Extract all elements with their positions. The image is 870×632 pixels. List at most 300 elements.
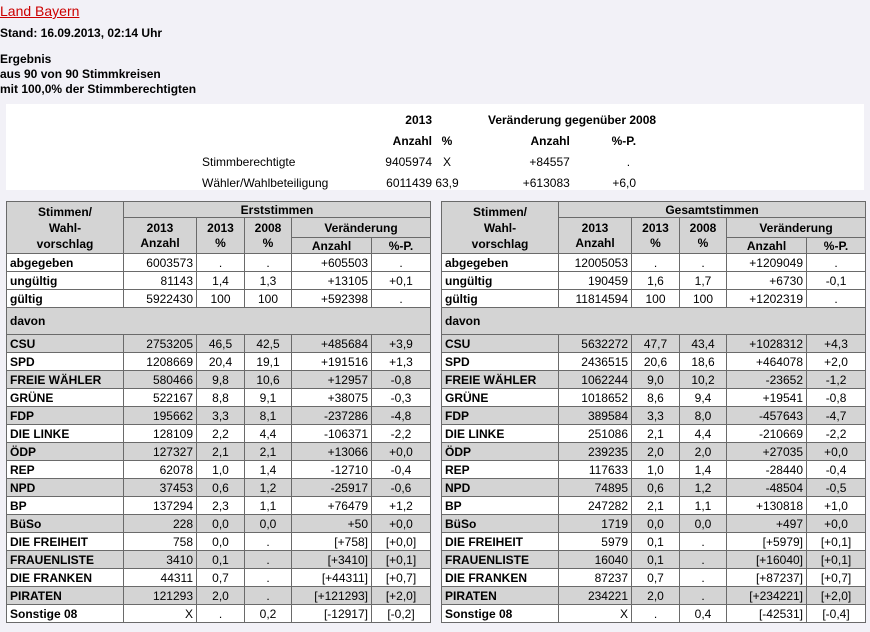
cell-pct-2008: 9,1: [245, 389, 292, 407]
cell-change-pct: [+0,1]: [807, 551, 866, 569]
row-label: GRÜNE: [442, 389, 559, 407]
table-row: [442, 407, 866, 425]
cell-anzahl-2013: 195662: [124, 407, 197, 425]
table-row: [442, 254, 866, 272]
cell-change-pct: [+2,0]: [807, 587, 866, 605]
cell-change-pct: +1,0: [807, 497, 866, 515]
table-row: [7, 533, 431, 551]
cell-pct-2013: 0,7: [632, 569, 680, 587]
cell-pct-2008: 4,4: [245, 425, 292, 443]
cell-anzahl-2013: 87237: [559, 569, 632, 587]
col-header-wahlvorschlag: Stimmen/ Wahl- vorschlag: [442, 202, 559, 254]
cell-pct-2008: .: [245, 569, 292, 587]
cell-pct-2013: 0,6: [197, 479, 245, 497]
cell-pct-2013: 2,0: [632, 443, 680, 461]
col-header-2013: 2013: [146, 220, 174, 235]
cell-pct-2008: 1,2: [245, 479, 292, 497]
table-row: [442, 533, 866, 551]
table-row: [7, 443, 431, 461]
col-header-2008-pct: 2008: [254, 220, 282, 235]
cell-pct-2008: 0,2: [245, 605, 292, 623]
davon-label: davon: [442, 308, 866, 335]
summary-row-pct: X: [442, 154, 451, 169]
cell-change-pct: +0,0: [807, 443, 866, 461]
turnout-summary: [6, 104, 864, 190]
cell-pct-2008: 1,1: [245, 497, 292, 515]
cell-change-pct: [+0,1]: [372, 551, 431, 569]
cell-change-anzahl: -23652: [727, 371, 807, 389]
cell-change-pct: -0,6: [372, 479, 431, 497]
result-eligible: mit 100,0% der Stimmberechtigten: [0, 82, 197, 96]
cell-anzahl-2013: 121293: [124, 587, 197, 605]
cell-change-anzahl: +1209049: [727, 254, 807, 272]
table-row: [442, 290, 866, 308]
cell-anzahl-2013: X: [124, 605, 197, 623]
cell-pct-2008: 1,4: [245, 461, 292, 479]
table-row: [7, 461, 431, 479]
page-title[interactable]: Land Bayern: [0, 3, 80, 19]
cell-pct-2013: 2,1: [197, 443, 245, 461]
cell-pct-2008: 43,4: [680, 335, 727, 353]
summary-row-change: +613083: [522, 175, 570, 190]
cell-pct-2013: 2,1: [632, 497, 680, 515]
cell-change-pct: -0,5: [807, 479, 866, 497]
row-label: REP: [442, 461, 559, 479]
cell-pct-2008: .: [680, 533, 727, 551]
cell-anzahl-2013: 580466: [124, 371, 197, 389]
result-coverage: [0, 52, 870, 97]
row-label: DIE FREIHEIT: [442, 533, 559, 551]
cell-anzahl-2013: 12005053: [559, 254, 632, 272]
cell-change-anzahl: +497: [727, 515, 807, 533]
cell-change-pct: [+0,1]: [807, 533, 866, 551]
turnout-summary-table: [202, 109, 656, 193]
cell-pct-2013: 2,1: [632, 425, 680, 443]
cell-pct-2013: 2,2: [197, 425, 245, 443]
row-label: REP: [7, 461, 124, 479]
cell-change-anzahl: +1202319: [727, 290, 807, 308]
cell-change-anzahl: [+87237]: [727, 569, 807, 587]
row-label: FREIE WÄHLER: [442, 371, 559, 389]
cell-change-pct: -4,8: [372, 407, 431, 425]
col-header-veraenderung: Veränderung: [727, 218, 866, 238]
summary-change-label: Veränderung gegenüber 2008: [488, 112, 657, 127]
table-row: [7, 389, 431, 407]
cell-pct-2013: 0,1: [197, 551, 245, 569]
result-heading: Ergebnis: [0, 52, 52, 66]
cell-change-pct: [+0,7]: [807, 569, 866, 587]
row-label: ungültig: [442, 272, 559, 290]
cell-pct-2013: 2,0: [197, 587, 245, 605]
table-row: [7, 569, 431, 587]
row-label: BP: [7, 497, 124, 515]
cell-change-pct: -2,2: [372, 425, 431, 443]
cell-pct-2008: 18,6: [680, 353, 727, 371]
summary-row-change-pct: +6,0: [612, 175, 637, 190]
col-header-anzahl: Anzahl: [575, 235, 615, 250]
cell-change-anzahl: +50: [292, 515, 372, 533]
summary-row-change: +84557: [529, 154, 570, 169]
cell-pct-2008: 8,0: [680, 407, 727, 425]
cell-anzahl-2013: 228: [124, 515, 197, 533]
col-header-change-pct: %-P.: [807, 238, 866, 254]
cell-anzahl-2013: 127327: [124, 443, 197, 461]
cell-pct-2013: 9,0: [632, 371, 680, 389]
cell-change-pct: .: [372, 254, 431, 272]
davon-label: davon: [7, 308, 431, 335]
col-header-2013-pct: 2013: [642, 220, 669, 235]
cell-pct-2008: 19,1: [245, 353, 292, 371]
cell-pct-2008: 9,4: [680, 389, 727, 407]
cell-change-anzahl: +464078: [727, 353, 807, 371]
table-row: [7, 290, 431, 308]
table-row: [442, 335, 866, 353]
cell-anzahl-2013: 1062244: [559, 371, 632, 389]
row-label: DIE FRANKEN: [442, 569, 559, 587]
cell-pct-2013: 2,0: [632, 587, 680, 605]
cell-anzahl-2013: 11814594: [559, 290, 632, 308]
table-row: [7, 605, 431, 623]
table-row: [7, 335, 431, 353]
cell-anzahl-2013: 5632272: [559, 335, 632, 353]
cell-pct-2008: .: [680, 254, 727, 272]
cell-pct-2013: 46,5: [197, 335, 245, 353]
cell-change-anzahl: +605503: [292, 254, 372, 272]
cell-anzahl-2013: 1208669: [124, 353, 197, 371]
cell-change-anzahl: +191516: [292, 353, 372, 371]
cell-pct-2008: 0,0: [245, 515, 292, 533]
row-label: gültig: [442, 290, 559, 308]
cell-pct-2008: 1,3: [245, 272, 292, 290]
table-row: [442, 425, 866, 443]
col-header-anzahl: Anzahl: [140, 235, 180, 250]
table-row: [7, 515, 431, 533]
cell-anzahl-2013: 44311: [124, 569, 197, 587]
cell-pct-2008: 8,1: [245, 407, 292, 425]
cell-pct-2013: 1,6: [632, 272, 680, 290]
cell-change-pct: [+0,0]: [372, 533, 431, 551]
cell-change-pct: +0,0: [807, 515, 866, 533]
cell-pct-2013: 20,4: [197, 353, 245, 371]
table-row: [442, 443, 866, 461]
cell-change-anzahl: [-42531]: [727, 605, 807, 623]
cell-change-anzahl: -28440: [727, 461, 807, 479]
table-row: [7, 254, 431, 272]
table-row: [7, 587, 431, 605]
cell-change-pct: +4,3: [807, 335, 866, 353]
cell-change-anzahl: +592398: [292, 290, 372, 308]
cell-change-anzahl: [+121293]: [292, 587, 372, 605]
cell-change-anzahl: -457643: [727, 407, 807, 425]
cell-change-pct: -1,2: [807, 371, 866, 389]
cell-pct-2013: .: [197, 254, 245, 272]
cell-pct-2008: .: [680, 551, 727, 569]
cell-change-pct: .: [807, 254, 866, 272]
table-row: [442, 371, 866, 389]
cell-pct-2008: 100: [245, 290, 292, 308]
cell-anzahl-2013: 522167: [124, 389, 197, 407]
cell-anzahl-2013: 234221: [559, 587, 632, 605]
col-header-pct: %: [650, 235, 661, 250]
row-label: FDP: [442, 407, 559, 425]
cell-change-anzahl: [+5979]: [727, 533, 807, 551]
cell-pct-2013: 3,3: [197, 407, 245, 425]
col-header-pct: %: [697, 235, 709, 250]
cell-pct-2013: 47,7: [632, 335, 680, 353]
row-label: NPD: [442, 479, 559, 497]
cell-pct-2013: 1,4: [197, 272, 245, 290]
col-header-pct: %: [215, 235, 226, 250]
summary-row-change-pct: .: [626, 154, 631, 169]
row-label: BP: [442, 497, 559, 515]
cell-change-anzahl: [+758]: [292, 533, 372, 551]
col-header-2013: 2013: [581, 220, 609, 235]
cell-pct-2013: 3,3: [632, 407, 680, 425]
cell-anzahl-2013: 2436515: [559, 353, 632, 371]
cell-pct-2013: 0,0: [197, 515, 245, 533]
col-header-wahlvorschlag: Stimmen/ Wahl- vorschlag: [7, 202, 124, 254]
cell-change-pct: +1,3: [372, 353, 431, 371]
cell-anzahl-2013: 239235: [559, 443, 632, 461]
row-label: BüSo: [442, 515, 559, 533]
row-label: NPD: [7, 479, 124, 497]
row-label: abgegeben: [442, 254, 559, 272]
cell-change-anzahl: [+44311]: [292, 569, 372, 587]
cell-change-anzahl: +1028312: [727, 335, 807, 353]
table-row: [442, 569, 866, 587]
col-header-pct: %: [262, 235, 274, 250]
result-constituencies: aus 90 von 90 Stimmkreisen: [0, 67, 161, 81]
row-label: CSU: [442, 335, 559, 353]
table-row: [442, 308, 866, 335]
cell-anzahl-2013: 81143: [124, 272, 197, 290]
cell-change-anzahl: +13066: [292, 443, 372, 461]
cell-change-anzahl: +38075: [292, 389, 372, 407]
cell-change-anzahl: +27035: [727, 443, 807, 461]
cell-pct-2008: 10,2: [680, 371, 727, 389]
cell-change-pct: -0,3: [372, 389, 431, 407]
row-label: gültig: [7, 290, 124, 308]
row-label: DIE LINKE: [442, 425, 559, 443]
row-label: SPD: [7, 353, 124, 371]
cell-pct-2008: 2,0: [680, 443, 727, 461]
row-label: ÖDP: [442, 443, 559, 461]
cell-change-pct: [-0,2]: [372, 605, 431, 623]
row-label: FRAUENLISTE: [7, 551, 124, 569]
table-row: [7, 497, 431, 515]
cell-pct-2008: .: [245, 551, 292, 569]
cell-change-anzahl: [+16040]: [727, 551, 807, 569]
table-row: [7, 407, 431, 425]
cell-change-anzahl: +13105: [292, 272, 372, 290]
summary-col-anzahl: Anzahl: [392, 133, 432, 148]
col-header-change-anzahl: Anzahl: [727, 238, 807, 254]
row-label: PIRATEN: [442, 587, 559, 605]
cell-pct-2008: .: [680, 569, 727, 587]
cell-change-pct: [+2,0]: [372, 587, 431, 605]
cell-anzahl-2013: 190459: [559, 272, 632, 290]
summary-row-label: Stimmberechtigte: [202, 154, 296, 169]
cell-anzahl-2013: 2753205: [124, 335, 197, 353]
cell-pct-2008: 4,4: [680, 425, 727, 443]
cell-pct-2013: 0,1: [632, 551, 680, 569]
cell-change-anzahl: +12957: [292, 371, 372, 389]
table-row: [442, 353, 866, 371]
cell-anzahl-2013: 251086: [559, 425, 632, 443]
summary-year-label: 2013: [405, 112, 432, 127]
cell-change-pct: -0,8: [372, 371, 431, 389]
cell-change-anzahl: +19541: [727, 389, 807, 407]
cell-anzahl-2013: 16040: [559, 551, 632, 569]
table-row: [442, 479, 866, 497]
cell-pct-2008: .: [680, 587, 727, 605]
row-label: DIE LINKE: [7, 425, 124, 443]
cell-change-anzahl: +6730: [727, 272, 807, 290]
cell-anzahl-2013: 1719: [559, 515, 632, 533]
cell-anzahl-2013: 758: [124, 533, 197, 551]
cell-pct-2013: 20,6: [632, 353, 680, 371]
cell-pct-2013: 100: [197, 290, 245, 308]
row-label: Sonstige 08: [442, 605, 559, 623]
row-label: Sonstige 08: [7, 605, 124, 623]
table-row: [442, 389, 866, 407]
table-row: [7, 425, 431, 443]
status-timestamp: Stand: 16.09.2013, 02:14 Uhr: [0, 26, 163, 40]
table-row: [442, 605, 866, 623]
cell-change-anzahl: -48504: [727, 479, 807, 497]
cell-change-pct: .: [372, 290, 431, 308]
summary-row-pct: 63,9: [435, 175, 459, 190]
summary-col-change-anzahl: Anzahl: [530, 133, 570, 148]
row-label: abgegeben: [7, 254, 124, 272]
table-row: [442, 515, 866, 533]
table-row: [7, 551, 431, 569]
cell-pct-2008: 1,4: [680, 461, 727, 479]
cell-change-anzahl: [+234221]: [727, 587, 807, 605]
cell-change-pct: [+0,7]: [372, 569, 431, 587]
row-label: FDP: [7, 407, 124, 425]
table-row: [442, 497, 866, 515]
row-label: DIE FRANKEN: [7, 569, 124, 587]
table-row: [442, 587, 866, 605]
cell-change-anzahl: -237286: [292, 407, 372, 425]
cell-change-anzahl: +485684: [292, 335, 372, 353]
cell-pct-2008: 10,6: [245, 371, 292, 389]
cell-change-pct: -0,1: [807, 272, 866, 290]
cell-change-anzahl: -106371: [292, 425, 372, 443]
table-row: [442, 272, 866, 290]
gesamtstimmen-table: [441, 201, 866, 623]
cell-change-pct: -0,4: [807, 461, 866, 479]
col-group-header: Gesamtstimmen: [559, 202, 866, 218]
cell-pct-2013: .: [632, 254, 680, 272]
cell-anzahl-2013: 62078: [124, 461, 197, 479]
cell-pct-2008: 1,1: [680, 497, 727, 515]
cell-change-anzahl: [-12917]: [292, 605, 372, 623]
cell-change-pct: -2,2: [807, 425, 866, 443]
table-row: [442, 461, 866, 479]
row-label: SPD: [442, 353, 559, 371]
cell-anzahl-2013: 3410: [124, 551, 197, 569]
cell-anzahl-2013: 117633: [559, 461, 632, 479]
cell-change-pct: +1,2: [372, 497, 431, 515]
cell-pct-2008: .: [245, 254, 292, 272]
cell-pct-2013: 0,7: [197, 569, 245, 587]
cell-change-anzahl: +76479: [292, 497, 372, 515]
cell-anzahl-2013: X: [559, 605, 632, 623]
cell-anzahl-2013: 389584: [559, 407, 632, 425]
cell-change-anzahl: -12710: [292, 461, 372, 479]
summary-row-anzahl: 6011439: [386, 175, 432, 190]
cell-change-pct: +2,0: [807, 353, 866, 371]
cell-change-anzahl: -210669: [727, 425, 807, 443]
cell-pct-2008: 1,2: [680, 479, 727, 497]
cell-pct-2008: .: [245, 533, 292, 551]
cell-change-anzahl: +130818: [727, 497, 807, 515]
cell-anzahl-2013: 5922430: [124, 290, 197, 308]
cell-change-pct: -0,8: [807, 389, 866, 407]
table-row: [442, 551, 866, 569]
cell-pct-2008: 1,7: [680, 272, 727, 290]
cell-change-pct: +3,9: [372, 335, 431, 353]
cell-pct-2013: 8,8: [197, 389, 245, 407]
cell-anzahl-2013: 6003573: [124, 254, 197, 272]
cell-pct-2013: 8,6: [632, 389, 680, 407]
cell-pct-2013: 100: [632, 290, 680, 308]
row-label: CSU: [7, 335, 124, 353]
summary-col-change-pct: %-P.: [611, 133, 637, 148]
summary-row-anzahl: 9405974: [385, 154, 432, 169]
cell-anzahl-2013: 247282: [559, 497, 632, 515]
cell-change-pct: +0,0: [372, 515, 431, 533]
table-row: [7, 479, 431, 497]
row-label: BüSo: [7, 515, 124, 533]
row-label: GRÜNE: [7, 389, 124, 407]
cell-change-pct: [-0,4]: [807, 605, 866, 623]
cell-change-pct: +0,0: [372, 443, 431, 461]
row-label: ÖDP: [7, 443, 124, 461]
col-header-veraenderung: Veränderung: [292, 218, 431, 238]
summary-col-pct: %: [441, 133, 453, 148]
cell-pct-2013: 0,1: [632, 533, 680, 551]
col-header-2013-pct: 2013: [207, 220, 234, 235]
cell-pct-2013: 2,3: [197, 497, 245, 515]
col-header-2008-pct: 2008: [689, 220, 717, 235]
cell-anzahl-2013: 137294: [124, 497, 197, 515]
row-label: FRAUENLISTE: [442, 551, 559, 569]
cell-pct-2013: 9,8: [197, 371, 245, 389]
cell-change-anzahl: [+3410]: [292, 551, 372, 569]
cell-anzahl-2013: 74895: [559, 479, 632, 497]
col-group-header: Erststimmen: [124, 202, 431, 218]
table-row: [7, 308, 431, 335]
table-row: [7, 353, 431, 371]
cell-pct-2013: .: [197, 605, 245, 623]
cell-anzahl-2013: 1018652: [559, 389, 632, 407]
row-label: DIE FREIHEIT: [7, 533, 124, 551]
summary-row-label: Wähler/Wahlbeteiligung: [202, 175, 329, 190]
cell-pct-2008: 42,5: [245, 335, 292, 353]
cell-change-pct: .: [807, 290, 866, 308]
cell-change-pct: -0,4: [372, 461, 431, 479]
cell-pct-2008: 100: [680, 290, 727, 308]
cell-change-pct: +0,1: [372, 272, 431, 290]
cell-pct-2013: 0,0: [632, 515, 680, 533]
cell-pct-2013: 0,6: [632, 479, 680, 497]
cell-change-pct: -4,7: [807, 407, 866, 425]
table-row: [7, 371, 431, 389]
cell-change-anzahl: -25917: [292, 479, 372, 497]
